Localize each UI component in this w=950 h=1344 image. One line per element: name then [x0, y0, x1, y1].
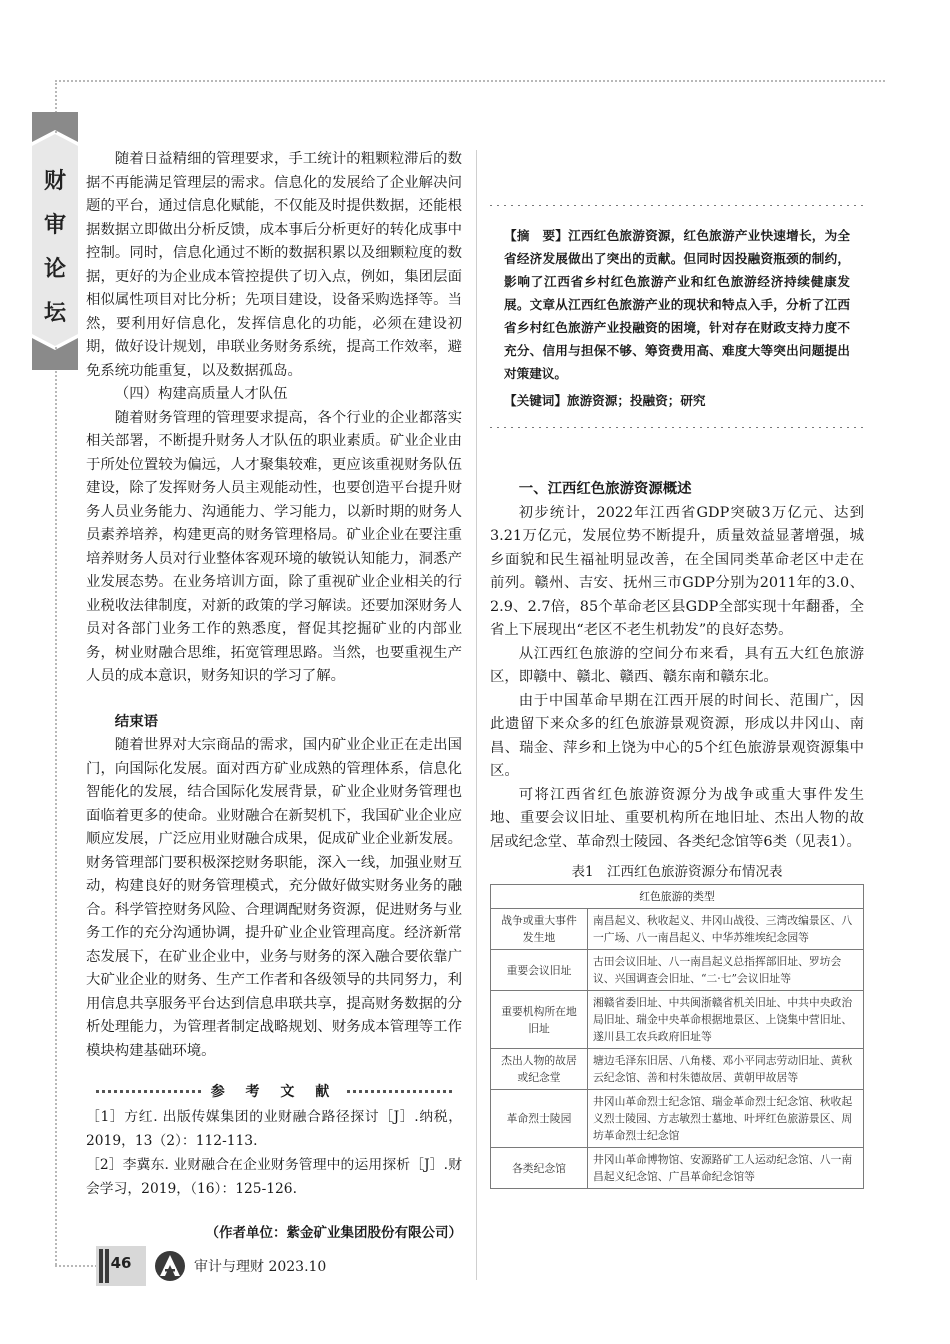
- abstract-box: [490, 214, 864, 418]
- resources-table: [490, 884, 864, 1189]
- page-footer: [96, 1246, 396, 1286]
- paragraph-regions: 从江西红色旅游的空间分布来看，具有五大红色旅游区，即赣中、赣北、赣西、赣东南和赣东北。: [490, 645, 864, 685]
- paragraph-history: 由于中国革命早期在江西开展的时间长、范围广，因此遗留下来众多的红色旅游景观资源，形成以井冈山、南昌、瑞金、萍乡和上饶为中心的5个红色旅游景观资源集中区。: [490, 692, 864, 779]
- abstract: [504, 224, 850, 385]
- subheading-talent: （四）构建高质量人才队伍: [114, 386, 288, 402]
- side-tab-char: 论: [43, 257, 66, 282]
- table-header-row: [491, 885, 864, 909]
- table-row: [491, 950, 864, 991]
- dotted-rule: [347, 1090, 452, 1093]
- table-cell-type: 革命烈士陵园: [491, 1090, 588, 1148]
- table-cell-type: 重要机构所在地旧址: [491, 991, 588, 1049]
- reference-item: ［2］李冀东. 业财融合在企业财务管理中的运用探析［J］.财会学习，2019，（16）：125-126.: [86, 1157, 462, 1197]
- table-row: [491, 1049, 864, 1090]
- table-caption: 表1 江西红色旅游资源分布情况表: [571, 864, 783, 880]
- reference-item: ［1］方红. 出版传媒集团的业财融合路径探讨［J］.纳税，2019，13（2）：112-113.: [86, 1109, 462, 1149]
- page-number: 46: [110, 1254, 132, 1272]
- table-cell-sites: 古田会议旧址、八一南昌起义总指挥部旧址、罗坊会议、兴国调查会旧址、“二·七”会议旧址等: [588, 950, 864, 991]
- side-tab-char: 审: [43, 213, 66, 238]
- keywords-label: 【关键词】: [504, 393, 567, 408]
- bottom-dotted-border: [55, 1265, 97, 1267]
- paragraph-categories: 可将江西省红色旅游资源分为战争或重大事件发生地、重要会议旧址、重要机构所在地旧址、杰出人物的故居或纪念堂、革命烈士陵园、各类纪念馆等6类（见表1）。: [490, 786, 864, 850]
- abstract-label: 【摘 要】: [504, 228, 569, 243]
- heading-conclusion: 结束语: [114, 713, 158, 730]
- left-column: [86, 148, 462, 1241]
- abstract-bottom-rule: [490, 422, 864, 432]
- table-cell-type: 各类纪念馆: [491, 1148, 588, 1189]
- table-cell-type: 重要会议旧址: [491, 950, 588, 991]
- table-cell-type: 战争或重大事件发生地: [491, 909, 588, 950]
- top-dotted-border: [55, 80, 885, 82]
- dotted-rule: [96, 1090, 201, 1093]
- section-side-tab: [32, 112, 78, 370]
- table-row: [491, 1090, 864, 1148]
- table-row: [491, 909, 864, 950]
- side-tab-char: 坛: [43, 301, 66, 326]
- page-number-box: [96, 1246, 146, 1286]
- table-cell-sites: 井冈山革命烈士纪念馆、瑞金革命烈士纪念馆、秋收起义烈士陵园、方志敏烈士墓地、叶坪红色旅游景区、周坊革命烈士纪念馆: [588, 1090, 864, 1148]
- author-affiliation: （作者单位：紫金矿业集团股份有限公司）: [205, 1225, 462, 1241]
- side-tab-char: 财: [43, 169, 66, 194]
- abstract-top-rule: [490, 200, 864, 210]
- journal-issue: 审计与理财 2023.10: [194, 1259, 327, 1275]
- table-cell-sites: 井冈山革命博物馆、安源路矿工人运动纪念馆、八一南昌起义纪念馆、广昌革命纪念馆等: [588, 1148, 864, 1189]
- keywords: [504, 389, 850, 412]
- right-column: [490, 196, 864, 1189]
- abstract-text: 江西红色旅游资源，红色旅游产业快速增长，为全省经济发展做出了突出的贡献。但同时因投融资瓶颈的制约，影响了江西省乡村红色旅游产业和红色旅游经济持续健康发展。文章从江西红色旅游产业的现状和特点入手，分析了江西省乡村红色旅游产业投融资的困境，针对存在财政支持力度不充分、信用与担保不够、筹资费用高、难度大等突出问题提出对策建议。: [504, 228, 851, 381]
- paragraph-gdp: 初步统计，2022年江西省GDP突破3万亿元、达到3.21万亿元，发展位势不断提升，质量效益显著增强，城乡面貌和民生福祉明显改善，在全国同类革命老区中走在前列。赣州、吉安、抚州三市GDP分别为2011年的3.0、2.9、2.7倍，85个革命老区县GDP全部实现十年翻番，全省上下展现出“老区不老生机勃发”的良好态势。: [490, 504, 864, 638]
- references-title: 参 考 文 献: [210, 1084, 338, 1100]
- table-cell-sites: 南昌起义、秋收起义、井冈山战役、三湾改编景区、八一广场、八一南昌起义、中华苏维埃纪念园等: [588, 909, 864, 950]
- paragraph-conclusion: 随着世界对大宗商品的需求，国内矿业企业正在走出国门，向国际化发展。面对西方矿业成熟的管理体系，信息化智能化的发展，结合国际化发展背景，矿业企业财务管理也面临着更多的使命。业财融合在新契机下，我国矿业企业应顺应发展，广泛应用业财融合成果，促成矿业企业新发展。财务管理部门要积极深挖财务职能，深入一线，加强业财互动，构建良好的财务管理模式，充分做好做实财务业务的融合。科学管控财务风险、合理调配财务资源，促进财务与业务工作的充分沟通协调，提升矿业企业管理高度。经济新常态发展下，在矿业企业中，业务与财务的深入融合要依靠广大矿业企业的财务、生产工作者和各级领导的共同努力，利用信息共享服务平台达到信息串联共享，提高财务数据的分析处理能力，为管理者制定战略规划、财务成本管理等工作模块构建基础环境。: [86, 737, 462, 1059]
- keywords-text: 旅游资源；投融资；研究: [566, 393, 706, 408]
- table-cell-sites: 湘赣省委旧址、中共闽浙赣省机关旧址、中共中央政治局旧址、瑞金中央革命根据地景区、上饶集中营旧址、遂川县工农兵政府旧址等: [588, 991, 864, 1049]
- column-divider: [476, 150, 477, 1280]
- table-cell-type: 杰出人物的故居或纪念堂: [491, 1049, 588, 1090]
- journal-logo-icon: [154, 1250, 186, 1282]
- table-row: [491, 1148, 864, 1189]
- paragraph-informatization: 随着日益精细的管理要求，手工统计的粗颗粒滞后的数据不再能满足管理层的需求。信息化的发展给了企业解决问题的平台，通过信息化赋能，不仅能及时提供数据，还能根据数据立即做出分析反馈，成本事后分析更好的转化成事中控制。同时，信息化通过不断的数据积累以及细颗粒度的数据，更好的为企业成本管控提供了切入点，例如，集团层面相似属性项目对比分析；先项目建设，设备采购选择等。当然，要利用好信息化，发挥信息化的功能，必须在建设初期，做好设计规划，串联业务财务系统，提高工作效率，避免系统功能重复，以及数据孤岛。: [86, 151, 462, 379]
- paragraph-talent: 随着财务管理的管理要求提高，各个行业的企业都落实相关部署，不断提升财务人才队伍的职业素质。矿业企业由于所处位置较为偏远，人才聚集较难，更应该重视财务队伍建设，除了发挥财务人员主观能动性，也要创造平台提升财务人员业务能力、沟通能力、学习能力，以新时期的财务人员素养培养，构建更高的财务管理格局。矿业企业在要注重培养财务人员对行业整体客观环境的敏锐认知能力，洞悉产业发展态势。在业务培训方面，除了重视矿业企业相关的行业税收法律制度，对新的政策的学习解读。还要加深财务人员对各部门业务工作的熟悉度，督促其挖掘矿业的内部业务，树业财融合思维，拓宽管理思路。当然，也要重视生产人员的成本意识，财务知识的学习了解。: [86, 409, 462, 684]
- table-cell-sites: 塘边毛泽东旧居、八角楼、邓小平同志劳动旧址、黄秋云纪念馆、善和村朱德故居、黄朝甲故居等: [588, 1049, 864, 1090]
- references-heading: [86, 1081, 462, 1101]
- table-header: 红色旅游的类型: [491, 885, 864, 909]
- heading-section-1: 一、江西红色旅游资源概述: [518, 481, 692, 497]
- table-row: [491, 991, 864, 1049]
